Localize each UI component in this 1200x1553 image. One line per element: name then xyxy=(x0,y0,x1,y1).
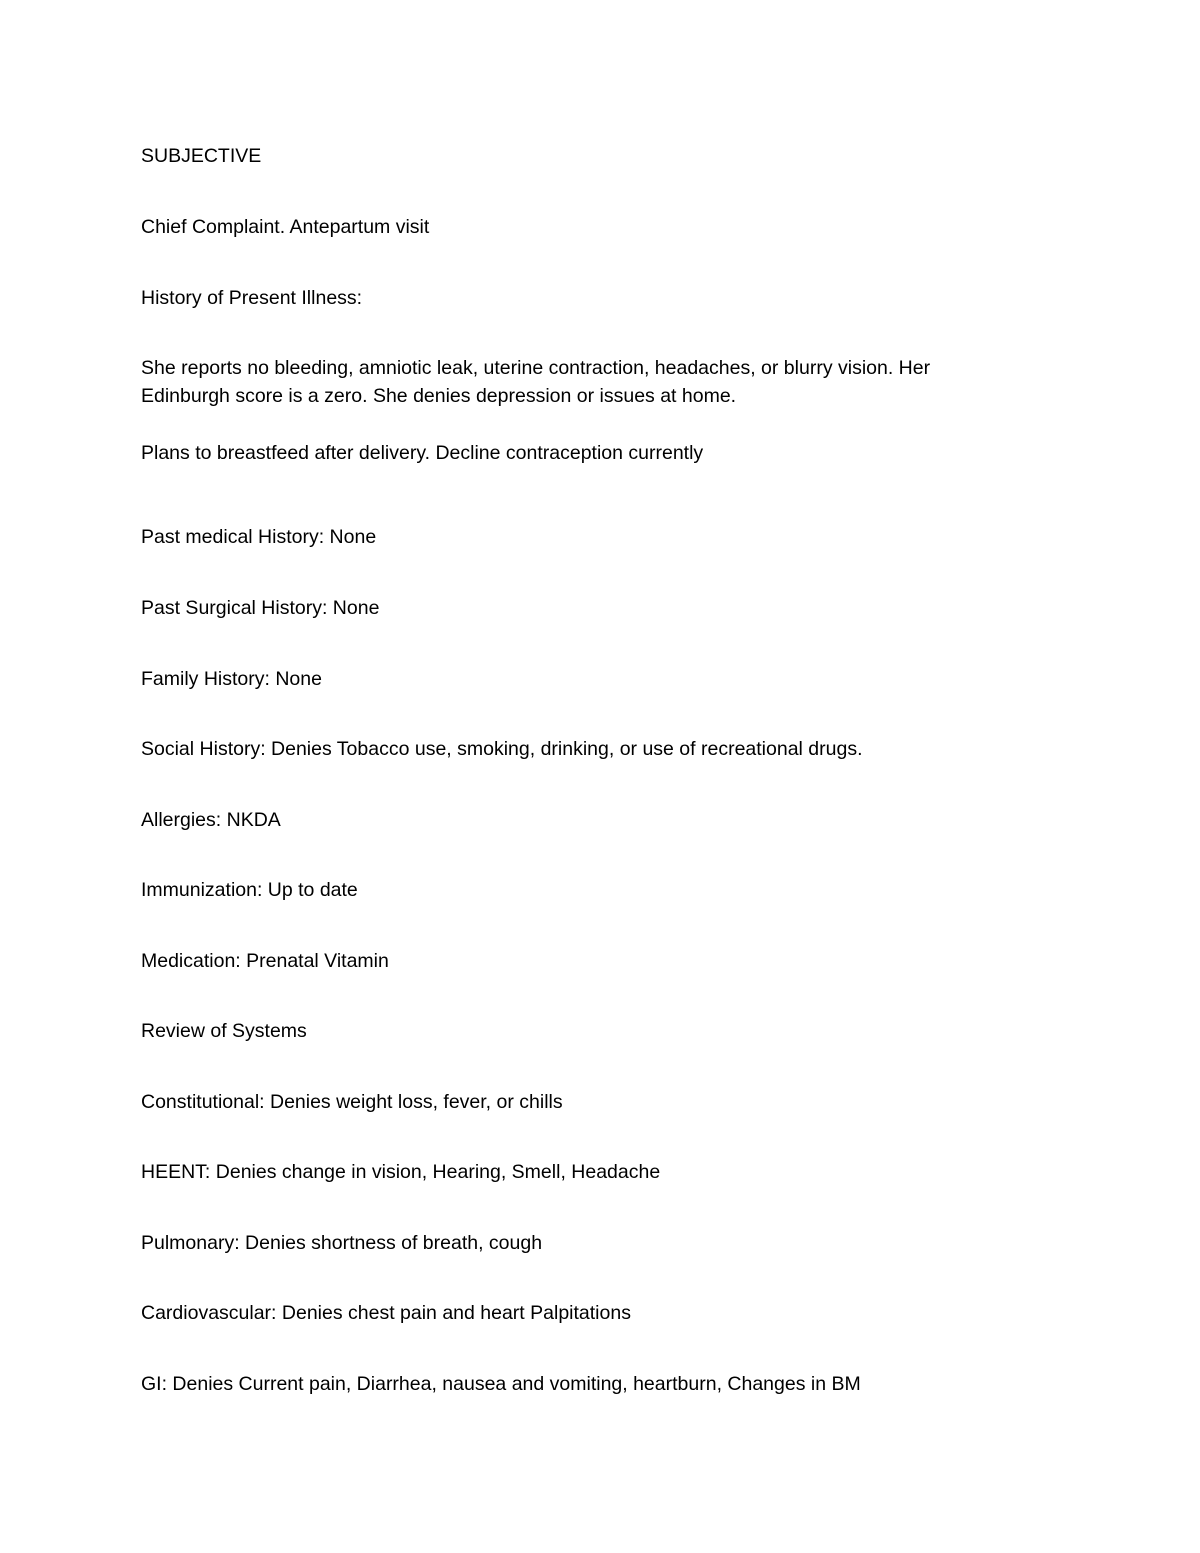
social-history: Social History: Denies Tobacco use, smoking, drinking, or use of recreational drugs. xyxy=(141,738,863,760)
ros-constitutional: Constitutional: Denies weight loss, fever, or chills xyxy=(141,1091,563,1113)
allergies: Allergies: NKDA xyxy=(141,809,281,831)
review-of-systems-label: Review of Systems xyxy=(141,1020,307,1042)
ros-cardiovascular: Cardiovascular: Denies chest pain and heart Palpitations xyxy=(141,1302,631,1324)
hpi-text-line-1: She reports no bleeding, amniotic leak, uterine contraction, headaches, or blurry vision. Her xyxy=(141,357,931,379)
feeding-contraception-plans: Plans to breastfeed after delivery. Decline contraception currently xyxy=(141,442,704,464)
past-medical-history: Past medical History: None xyxy=(141,526,377,548)
ros-pulmonary: Pulmonary: Denies shortness of breath, cough xyxy=(141,1232,543,1254)
past-surgical-history: Past Surgical History: None xyxy=(141,597,380,619)
hpi-label: History of Present Illness: xyxy=(141,287,363,309)
medication: Medication: Prenatal Vitamin xyxy=(141,950,389,972)
ros-gi: GI: Denies Current pain, Diarrhea, nausea and vomiting, heartburn, Changes in BM xyxy=(141,1373,861,1395)
chief-complaint: Chief Complaint. Antepartum visit xyxy=(141,216,430,238)
immunization: Immunization: Up to date xyxy=(141,879,358,901)
ros-heent: HEENT: Denies change in vision, Hearing, Smell, Headache xyxy=(141,1161,661,1183)
section-heading-subjective: SUBJECTIVE xyxy=(141,145,262,167)
hpi-text-line-2: Edinburgh score is a zero. She denies depression or issues at home. xyxy=(141,385,737,407)
family-history: Family History: None xyxy=(141,668,322,690)
